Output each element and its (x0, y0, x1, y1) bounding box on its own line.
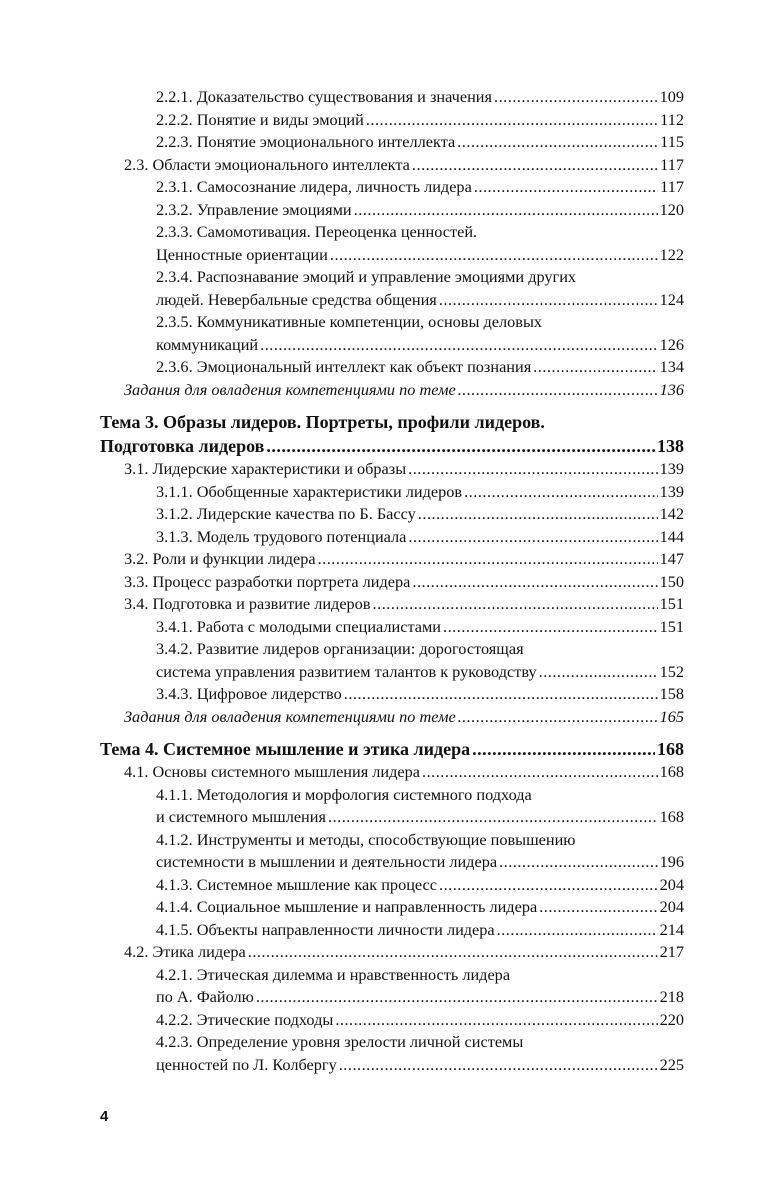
toc-page-number: 139 (659, 459, 684, 478)
toc-entry-sub (156, 199, 684, 222)
toc-entry-sub (156, 311, 684, 356)
toc-entry-sec (124, 941, 684, 964)
toc-entry-title: 4.2. Этика лидера (124, 942, 246, 961)
dot-leader (494, 86, 658, 109)
toc-page-number: 117 (660, 154, 684, 174)
toc-entry-sub (156, 356, 684, 379)
dot-leader (408, 526, 657, 549)
toc-entry-title: 3.1.1. Обобщенные характеристики лидеров (156, 481, 463, 501)
toc-page-number: 168 (659, 807, 684, 826)
dot-leader (418, 503, 658, 526)
toc-page-number: 151 (659, 616, 684, 636)
toc-entry-title: коммуникаций (156, 334, 259, 354)
toc-entry-title: система управления развитием талантов к руководству (156, 661, 537, 681)
toc-page-number: 144 (659, 526, 684, 546)
toc-entry-sub (156, 683, 684, 706)
dot-leader (266, 434, 655, 458)
toc-entry-sub (156, 109, 684, 132)
toc-entry-sub (156, 964, 684, 1009)
toc-page-number: 147 (659, 549, 684, 568)
toc-entry-sec (124, 458, 684, 481)
toc-entry-title: Тема 4. Системное мышление и этика лидера (100, 739, 471, 759)
toc-page-number: 217 (659, 942, 684, 961)
toc-entry-title: 2.3.5. Коммуникативные компетенции, основы деловых (156, 312, 543, 331)
toc-entry-title: 3.2. Роли и функции лидера (124, 549, 316, 568)
dot-leader (373, 593, 658, 616)
toc-entry-title: Ценностные ориентации (156, 244, 328, 264)
toc-entry-sub (156, 86, 684, 109)
dot-leader (539, 661, 658, 684)
toc-entry-title: 4.2.2. Этические подходы (156, 1009, 334, 1029)
toc-page-number: 168 (659, 762, 684, 781)
dot-leader (439, 289, 658, 312)
toc-entry-title: Задания для овладения компетенциями по теме (124, 379, 456, 399)
dot-leader (457, 131, 658, 154)
toc-entry-sub (156, 1031, 684, 1076)
dot-leader (328, 806, 658, 829)
toc-entry-title: 4.1.3. Системное мышление как процесс (156, 874, 438, 894)
table-of-contents (100, 86, 684, 1076)
toc-entry-title: 4.1. Основы системного мышления лидера (124, 762, 421, 781)
toc-entry-sec (124, 571, 684, 594)
toc-entry-title: 3.1.2. Лидерские качества по Б. Бассу (156, 504, 416, 523)
dot-leader (335, 1009, 657, 1032)
toc-entry-sec (124, 593, 684, 616)
toc-entry-title: 2.3.4. Распознавание эмоций и управление эмоциями других (156, 267, 577, 286)
toc-page-number: 115 (660, 132, 684, 151)
toc-entry-title: 2.2.1. Доказательство существования и значения (156, 87, 492, 106)
toc-entry-title: и системного мышления (156, 807, 326, 826)
toc-page-number: 142 (659, 504, 684, 523)
toc-entry-sub (156, 481, 684, 504)
toc-page-number: 138 (657, 436, 684, 456)
toc-entry-title: 4.1.4. Социальное мышление и направленность лидера (156, 897, 538, 916)
page-number: 4 (100, 1108, 109, 1125)
toc-entry-title: 2.3.2. Управление эмоциями (156, 199, 352, 219)
dot-leader (412, 571, 657, 594)
toc-page-number: 158 (659, 684, 684, 703)
toc-entry-sub (156, 503, 684, 526)
toc-entry-title: 4.2.3. Определение уровня зрелости личной системы (156, 1032, 524, 1051)
toc-entry-sub (156, 176, 684, 199)
toc-page-number: 151 (659, 594, 684, 613)
toc-page-number: 214 (659, 919, 684, 939)
dot-leader (366, 109, 658, 132)
toc-entry-title: 3.1.3. Модель трудового потенциала (156, 526, 407, 546)
toc-entry-sec (124, 154, 684, 177)
dot-leader (318, 548, 658, 571)
dot-leader (464, 481, 658, 504)
toc-entry-sec (124, 548, 684, 571)
toc-entry-title: 4.1.1. Методология и морфология системного подхода (156, 784, 532, 804)
toc-page-number: 150 (659, 571, 684, 591)
toc-page-number: 120 (659, 199, 684, 219)
dot-leader (472, 737, 655, 761)
dot-leader (412, 154, 658, 177)
toc-entry-topic (100, 737, 684, 761)
dot-leader (458, 379, 658, 402)
dot-leader (539, 896, 657, 919)
toc-page-number: 225 (659, 1054, 684, 1074)
toc-entry-title: 3.3. Процесс разработки портрета лидера (124, 571, 411, 591)
dot-leader (339, 1054, 658, 1077)
toc-entry-sub (156, 638, 684, 683)
dot-leader (256, 986, 658, 1009)
toc-entry-sub (156, 784, 684, 829)
toc-page-number: 122 (659, 244, 684, 264)
toc-entry-sub (156, 874, 684, 897)
toc-entry-title: 3.4. Подготовка и развитие лидеров (124, 594, 371, 613)
dot-leader (354, 199, 658, 222)
dot-leader (344, 683, 658, 706)
toc-page-number: 126 (659, 334, 684, 354)
toc-entry-title: 3.4.1. Работа с молодыми специалистами (156, 616, 442, 636)
toc-entry-title: 3.1. Лидерские характеристики и образы (124, 459, 407, 478)
dot-leader (499, 851, 658, 874)
toc-page-number: 204 (659, 897, 684, 916)
toc-page-number: 168 (657, 739, 684, 759)
dot-leader (533, 356, 657, 379)
toc-entry-title: 2.3.6. Эмоциональный интеллект как объект познания (156, 357, 532, 376)
toc-entry-title: ценностей по Л. Колбергу (156, 1054, 337, 1074)
dot-leader (497, 919, 658, 942)
toc-entry-title: 3.4.3. Цифровое лидерство (156, 684, 342, 703)
toc-entry-sub (156, 131, 684, 154)
toc-entry-title: 2.2.3. Понятие эмоционального интеллекта (156, 132, 456, 151)
toc-page-number: 112 (660, 109, 684, 129)
toc-entry-title: 2.3. Области эмоционального интеллекта (124, 154, 410, 174)
dot-leader (408, 458, 657, 481)
toc-entry-sub (156, 829, 684, 874)
toc-entry-title: Задания для овладения компетенциями по теме (124, 706, 456, 726)
toc-entry-title: 4.2.1. Этическая дилемма и нравственность лидера (156, 964, 511, 984)
toc-entry-sub (156, 266, 684, 311)
toc-entry-title: Подготовка лидеров (100, 436, 265, 456)
toc-entry-title: по А. Файолю (156, 987, 254, 1006)
toc-entry-title: 4.1.2. Инструменты и методы, способствующие повышению (156, 829, 576, 849)
toc-entry-title: 4.1.5. Объекты направленности личности лидера (156, 919, 495, 939)
toc-entry-sec (124, 761, 684, 784)
toc-page-number: 165 (659, 706, 684, 726)
toc-page-number: 218 (659, 987, 684, 1006)
toc-page-number: 136 (659, 379, 684, 399)
toc-entry-task (124, 706, 684, 729)
toc-entry-title: 3.4.2. Развитие лидеров организации: дорогостоящая (156, 639, 524, 658)
toc-entry-sub (156, 526, 684, 549)
toc-entry-sub (156, 616, 684, 639)
toc-entry-task (124, 379, 684, 402)
toc-page-number: 220 (659, 1009, 684, 1029)
dot-leader (422, 761, 658, 784)
toc-page-number: 109 (659, 87, 684, 106)
toc-entry-sub (156, 1009, 684, 1032)
toc-page-number: 134 (659, 357, 684, 376)
dot-leader (474, 176, 658, 199)
toc-entry-title: системности в мышлении и деятельности лидера (156, 852, 498, 871)
toc-entry-title: 2.3.1. Самосознание лидера, личность лидера (156, 177, 472, 196)
toc-entry-sub (156, 919, 684, 942)
toc-entry-sub (156, 221, 684, 266)
dot-leader (330, 244, 658, 267)
toc-entry-sub (156, 896, 684, 919)
dot-leader (248, 941, 658, 964)
dot-leader (260, 334, 657, 357)
toc-page-number: 117 (660, 177, 684, 196)
toc-page-number: 196 (659, 852, 684, 871)
toc-entry-title: 2.2.2. Понятие и виды эмоций (156, 109, 364, 129)
toc-page-number: 124 (659, 289, 684, 309)
toc-page-number: 139 (659, 481, 684, 501)
toc-page-number: 204 (659, 874, 684, 894)
dot-leader (458, 706, 658, 729)
toc-entry-topic (100, 410, 684, 458)
dot-leader (439, 874, 658, 897)
dot-leader (443, 616, 658, 639)
toc-entry-title: людей. Невербальные средства общения (156, 289, 437, 309)
toc-entry-title: Тема 3. Образы лидеров. Портреты, профили лидеров. (100, 412, 545, 432)
toc-entry-title: 2.3.3. Самомотивация. Переоценка ценностей. (156, 222, 478, 241)
toc-page-number: 152 (659, 661, 684, 681)
